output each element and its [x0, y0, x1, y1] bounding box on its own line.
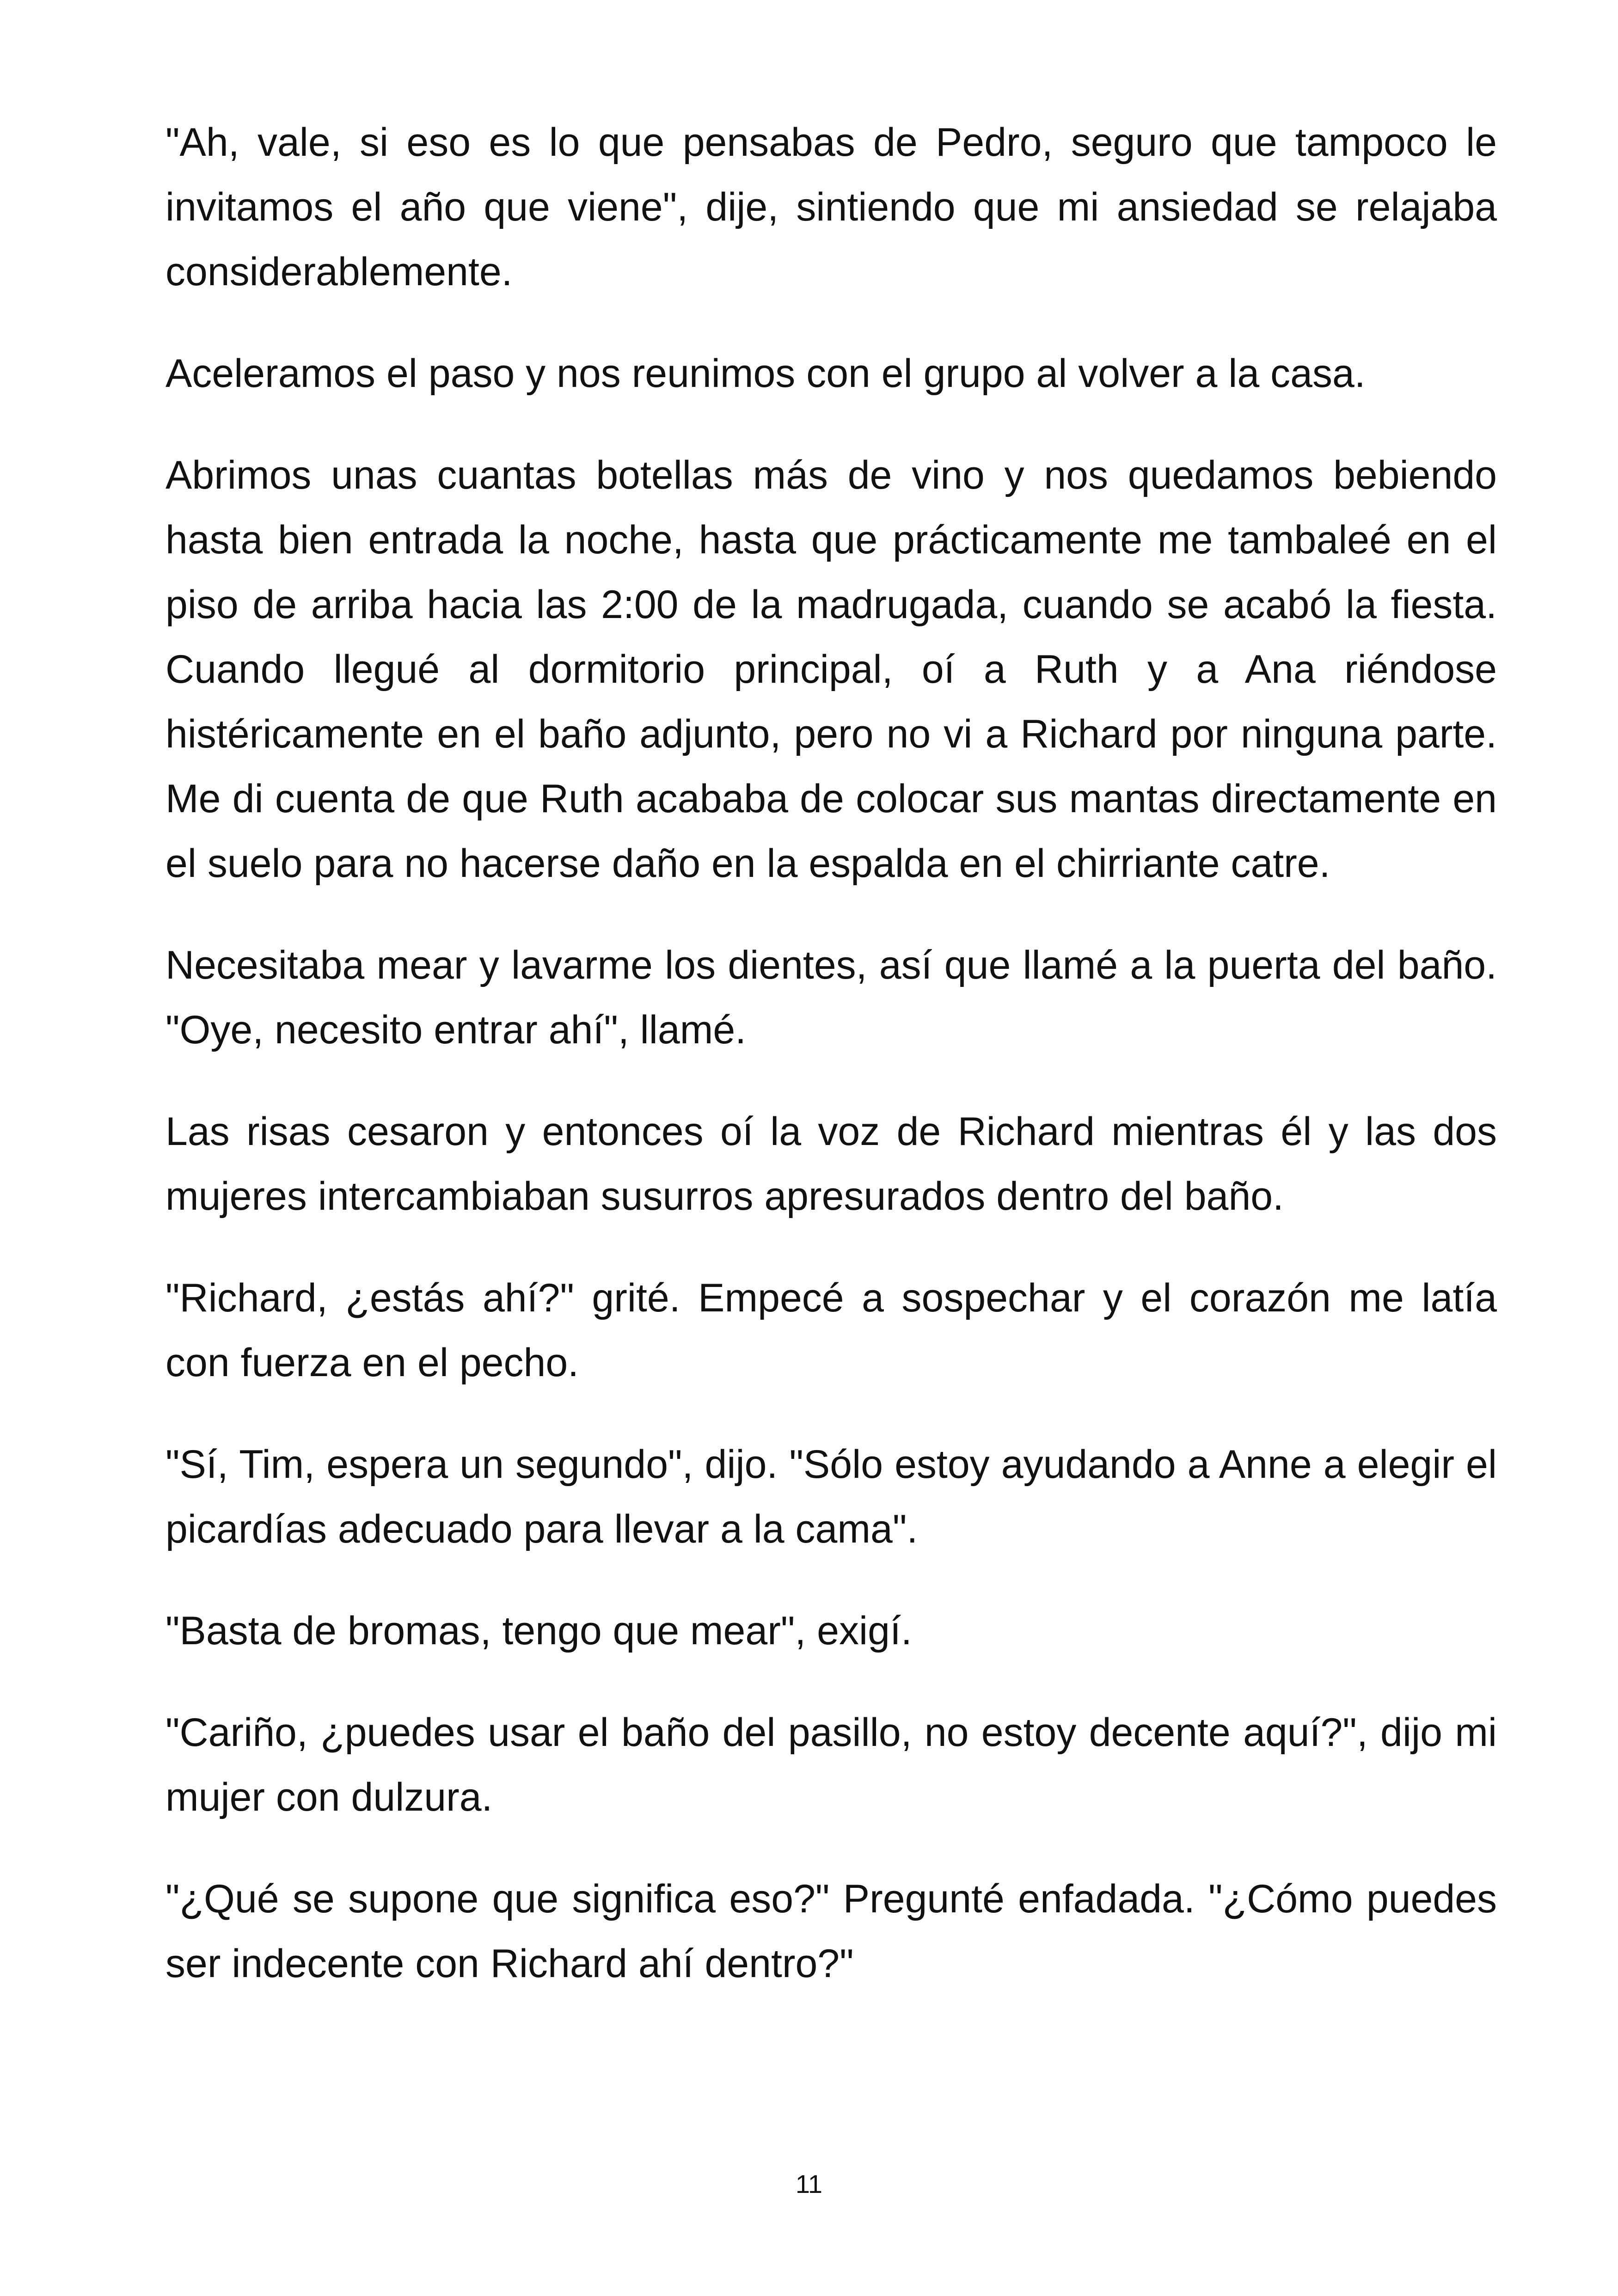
paragraph: "Cariño, ¿puedes usar el baño del pasillo, no estoy decente aquí?", dijo mi mujer con dulzura.: [165, 1710, 1497, 1819]
paragraph: Necesitaba mear y lavarme los dientes, así que llamé a la puerta del baño. "Oye, necesito entrar ahí", llamé.: [165, 943, 1497, 1052]
paragraph: Las risas cesaron y entonces oí la voz de Richard mientras él y las dos mujeres intercambiaban susurros apresurados dentro del baño.: [165, 1109, 1497, 1218]
paragraph: "¿Qué se supone que significa eso?" Pregunté enfadada. "¿Cómo puedes ser indecente con Richard ahí dentro?": [165, 1877, 1497, 1986]
paragraph: "Basta de bromas, tengo que mear", exigí.: [165, 1609, 912, 1653]
body-text: [165, 110, 1497, 2033]
paragraph: "Sí, Tim, espera un segundo", dijo. "Sólo estoy ayudando a Anne a elegir el picardías adecuado para llevar a la cama".: [165, 1442, 1497, 1551]
page-number: 11: [795, 2169, 823, 2198]
paragraph: Abrimos unas cuantas botellas más de vino y nos quedamos bebiendo hasta bien entrada la noche, hasta que prácticamente me tambaleé en el piso de arriba hacia las 2:00 de la madrugada, cuando se acabó la fiesta. Cuando llegué al dormitorio principal, oí a Ruth y a Ana riéndose histéricamente en el baño adjunto, pero no vi a Richard por ninguna parte. Me di cuenta de que Ruth acababa de colocar sus mantas directamente en el suelo para no hacerse daño en la espalda en el chirriante catre.: [165, 453, 1497, 886]
paragraph: Aceleramos el paso y nos reunimos con el grupo al volver a la casa.: [165, 351, 1366, 396]
paragraph: "Ah, vale, si eso es lo que pensabas de Pedro, seguro que tampoco le invitamos el año que viene", dije, sintiendo que mi ansiedad se relajaba considerablemente.: [165, 120, 1497, 294]
paragraph: "Richard, ¿estás ahí?" grité. Empecé a sospechar y el corazón me latía con fuerza en el pecho.: [165, 1276, 1497, 1385]
